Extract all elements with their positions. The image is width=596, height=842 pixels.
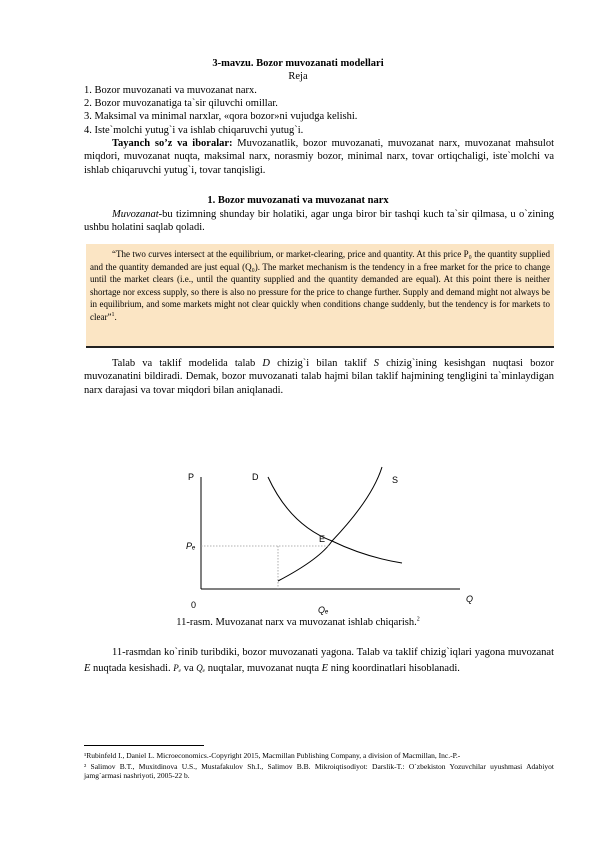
var-e: E xyxy=(84,662,91,674)
definition-term: Muvozanat xyxy=(112,209,159,220)
qe-label: Qₑ xyxy=(318,605,329,615)
var-e: E xyxy=(321,662,329,674)
text-run: Talab va taklif modelida talab xyxy=(112,358,263,369)
q-axis-label: Q xyxy=(466,594,474,604)
var-pe: Pₑ xyxy=(173,662,182,673)
definition-paragraph xyxy=(84,208,554,235)
text-run: chizig`ining kesishgan nuqtasi bozor muvozanatini bildiradi. Demak, bozor muvozanati talab hajmi bilan taklif hajmining tengligini ta`minlaydigan narx darajasi va tovar miqdori bilan aniqlanadi. xyxy=(84,358,554,396)
e-label: E xyxy=(319,534,326,544)
model-paragraph xyxy=(84,357,554,397)
figure-caption xyxy=(0,617,596,628)
text-run: chizig`i bilan taklif xyxy=(270,358,374,369)
page-title: 3-mavzu. Bozor muvozanati modellari xyxy=(212,58,384,69)
demand-curve xyxy=(268,477,402,563)
definition-text: -bu tizimning shunday bir holatiki, agar unga biror bir tashqi kuch ta`sir qilmasa, u o`zining ushbu holatini saqlab qoladi. xyxy=(84,209,554,234)
caption-footnote-ref[interactable]: 2 xyxy=(416,616,420,623)
caption-text: 11-rasm. Muvozanat narx va muvozanat ishlab chiqarish. xyxy=(176,617,417,628)
var-qe: Qₑ xyxy=(196,662,206,673)
s-label: S xyxy=(392,475,399,485)
d-label: D xyxy=(252,472,259,482)
plan-item: 2. Bozor muvozanatiga ta`sir qiluvchi omillar. xyxy=(84,98,278,110)
plan-item: 1. Bozor muvozanati va muvozanat narx. xyxy=(84,85,257,96)
p-axis-label: P xyxy=(188,472,195,482)
text-run: va xyxy=(181,662,197,674)
var-d: D xyxy=(262,358,271,369)
text-run: 11-rasmdan ko`rinib turibdiki, bozor muvozanati yagona. Talab va taklif chizig`iqlari yagona muvozanat xyxy=(112,647,554,658)
pe-label: Pₑ xyxy=(186,541,196,551)
keywords-label: Tayanch so’z va iboralar: xyxy=(112,138,233,149)
keywords-paragraph xyxy=(84,137,554,177)
plan-list xyxy=(84,84,357,137)
quote-box xyxy=(86,244,554,348)
quote-end: . xyxy=(114,311,117,322)
quote-text: “The two curves intersect at the equilibrium, or market-clearing, price and quantity. At this price P₀ the quantity supplied and the quantity demanded are just equal (Q₀). The market mechanism is the tendency in a free market for the price to change until the market clears (i.e., until the quantity supplied and the quantity demanded are equal). At this point there is neither shortage nor excess supply, so there is also no pressure for the price to change further. Supply and demand might not always be in equilibrium, and some markets might not clear quickly when conditions change suddenly, but the tendency is for markets to clear” xyxy=(90,249,550,322)
origin-label: 0 xyxy=(191,600,197,610)
footnote-2: ² Salimov B.T., Muxitdinova U.S., Mustafakulov Sh.I., Salimov B.B. Mikroiqtisodiyot: Darslik-T.: O`zbekiston Yozuvchilar uyushmasi Adabiyot jamg`armasi nashriyoti, 2005-22 b. xyxy=(84,762,554,781)
text-run: nuqtada kesishadi. xyxy=(90,662,174,674)
section-title: 1. Bozor muvozanati va muvozanat narx xyxy=(207,195,389,206)
text-run: nuqtalar, muvozanat nuqta xyxy=(205,662,322,674)
var-s: S xyxy=(373,358,380,369)
plan-item: 4. Iste`molchi yutug`i va ishlab chiqaruvchi yutug`i. xyxy=(84,124,304,136)
footnote-divider xyxy=(84,745,204,746)
plan-item: 3. Maksimal va minimal narxlar, «qora bozor»ni vujudga kelishi. xyxy=(84,111,358,123)
text-run: ning koordinatlari hisoblanadi. xyxy=(328,662,460,674)
supply-curve xyxy=(278,467,382,581)
quote-footnote-ref[interactable]: 1 xyxy=(111,311,115,318)
keywords-text: Muvozanatlik, bozor muvozanati, muvozanat narx, muvozanat mahsulot miqdori, muvozanat nuqta, maksimal narx, norasmiy bozor, minimal narx, tovar ortiqchaligi, iste`molchi va ishlab chiqaruvchi yutug`i, tovar tanqisligi. xyxy=(84,138,554,176)
footnote-1: ¹Rubinfeld I., Daniel L. Microeconomics.-Copyright 2015, Macmillan Publishing Company, a division of Macmillan, Inc.-P.- xyxy=(84,751,461,760)
plan-heading: Reja xyxy=(288,71,308,82)
supply-demand-graph xyxy=(160,455,490,625)
explanation-paragraph xyxy=(84,645,554,676)
